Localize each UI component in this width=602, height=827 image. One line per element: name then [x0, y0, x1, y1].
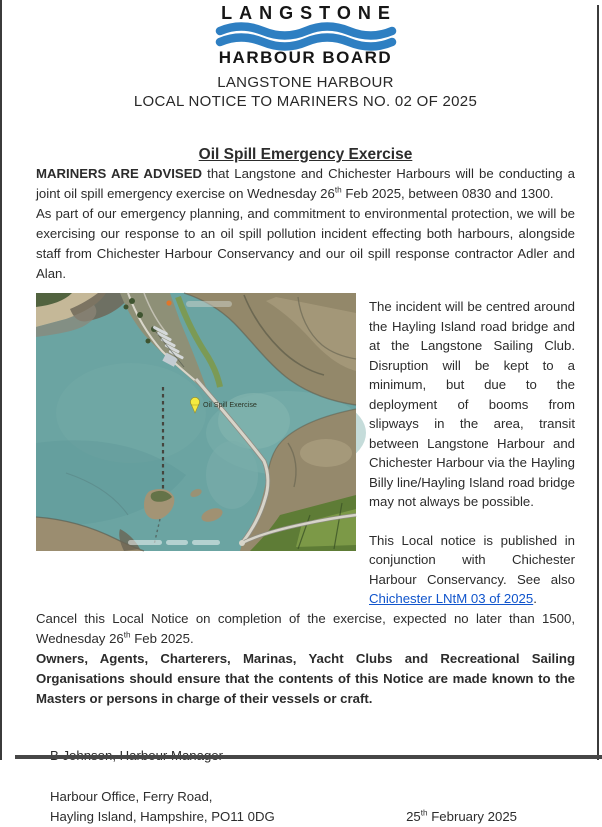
map-section — [36, 293, 575, 609]
address-date-row — [50, 807, 575, 827]
harbour-board-logo — [36, 4, 575, 67]
paragraph-cancel: Cancel this Local Notice on completion of the exercise, expected no later than 1500, Wednesday 26th Feb 2025. — [36, 610, 575, 646]
map-side-text-column — [369, 293, 575, 609]
logo-name-text: LANGSTONE — [221, 3, 397, 23]
page-edge-left — [0, 0, 2, 760]
paragraph-incident: The incident will be centred around the Hayling Island road bridge and at the Langstone Sailing Club. Disruption will be kept to a minimum, but due to the deployment of booms from slipways in the area, transit between Langstone Harbour and Chichester Harbour via the Hayling Billy line/Hayling Island road bridge may not always be possible. — [369, 299, 575, 509]
page-edge-bottom — [15, 755, 602, 759]
notice-header — [36, 73, 575, 111]
paragraph-planning: As part of our emergency planning, and commitment to environmental protection, we will be exercising our response to an oil spill pollution incident effecting both harbours, alongside staff from Chichester Harbour Conservancy and our oil spill response contractor Adler and Alan. — [36, 206, 575, 281]
map-attribution-blur — [128, 540, 220, 545]
map-canvas — [36, 293, 356, 551]
chichester-lntm-link[interactable]: Chichester LNtM 03 of 2025 — [369, 591, 534, 606]
document-title: Oil Spill Emergency Exercise — [198, 146, 413, 163]
map-orange-roof — [166, 300, 171, 305]
logo-subtitle-text: HARBOUR BOARD — [218, 48, 393, 67]
logo-waves-icon — [220, 24, 392, 48]
page-edge-right — [597, 5, 599, 760]
organisation-line: LANGSTONE HARBOUR — [217, 74, 394, 91]
paragraph-owners-bold: Owners, Agents, Charterers, Marinas, Yacht Clubs and Recreational Sailing Organisations should ensure that the contents of this Notice are made known to the Masters or persons in charge of their vessels or craft. — [36, 650, 575, 706]
map-place-label-blur — [186, 301, 232, 307]
advised-lead-bold: MARINERS ARE ADVISED — [36, 166, 203, 181]
address-line-2: Hayling Island, Hampshire, PO11 0DG — [50, 808, 275, 824]
paragraph-conjunction: This Local notice is published in conjunction with Chichester Harbour Conservancy. See also Chichester LNtM 03 of 2025. — [369, 532, 575, 606]
notice-number-line: LOCAL NOTICE TO MARINERS NO. 02 OF 2025 — [133, 93, 478, 110]
address-line-1: Harbour Office, Ferry Road, — [50, 788, 213, 804]
satellite-map-image — [36, 293, 356, 551]
notice-date: 25th February 2025 — [406, 808, 517, 824]
paragraph-mariners-advised: MARINERS ARE ADVISED that Langstone and Chichester Harbours will be conducting a joint oil spill emergency exercise on Wednesday 26th Feb 2025, between 0830 and 1300. — [36, 166, 575, 201]
map-marker-label: Oil Spill Exercise — [203, 400, 257, 409]
